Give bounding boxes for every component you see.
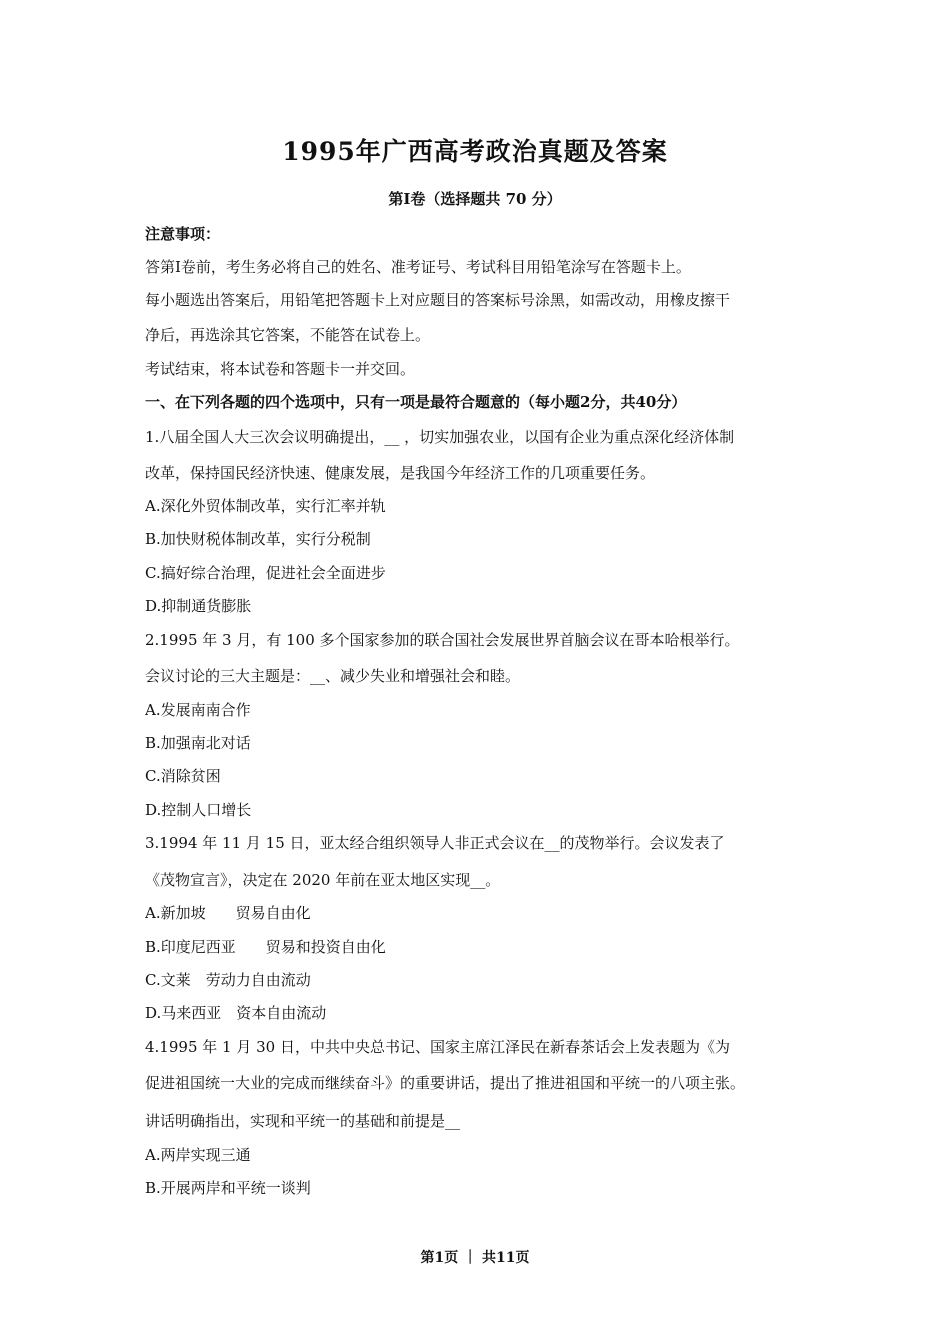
question-2-option-a: A.发展南南合作: [145, 701, 251, 719]
notes-line: 考试结束，将本试卷和答题卡一并交回。: [145, 360, 416, 378]
page-footer: 第1页 ｜ 共11页: [420, 1250, 530, 1266]
question-1-option-b: B.加快财税体制改革，实行分税制: [145, 530, 371, 548]
section-heading: 一、在下列各题的四个选项中，只有一项是最符合题意的（每小题2分，共40分）: [145, 393, 687, 411]
question-4-option-a: A.两岸实现三通: [145, 1146, 251, 1164]
notes-line: 每小题选出答案后，用铅笔把答题卡上对应题目的答案标号涂黑，如需改动，用橡皮擦干: [145, 291, 731, 309]
notes-line: 答第Ⅰ卷前，考生务必将自己的姓名、准考证号、考试科目用铅笔涂写在答题卡上。: [145, 258, 691, 276]
notes-heading: 注意事项：: [145, 225, 221, 243]
question-3-option-b: B.印度尼西亚 贸易和投资自由化: [145, 938, 386, 956]
question-2-option-c: C.消除贫困: [145, 767, 221, 785]
question-4-text: 讲话明确指出，实现和平统一的基础和前提是__: [145, 1112, 461, 1130]
question-4-text: 4.1995 年 1 月 30 日，中共中央总书记、国家主席江泽民在新春茶话会上发表题为《为: [145, 1038, 730, 1056]
section-subtitle: 第Ⅰ卷（选择题共 70 分）: [388, 190, 562, 208]
question-2-option-b: B.加强南北对话: [145, 734, 251, 752]
question-1-option-d: D.抑制通货膨胀: [145, 597, 252, 615]
question-1-option-a: A.深化外贸体制改革，实行汇率并轨: [145, 497, 386, 515]
question-3-option-d: D.马来西亚 资本自由流动: [145, 1004, 327, 1022]
question-4-option-b: B.开展两岸和平统一谈判: [145, 1179, 311, 1197]
question-2-text: 会议讨论的三大主题是：__、减少失业和增强社会和睦。: [145, 667, 521, 685]
question-1-option-c: C.搞好综合治理，促进社会全面进步: [145, 564, 386, 582]
document-title: 1995年广西高考政治真题及答案: [282, 137, 668, 166]
question-3-option-a: A.新加坡 贸易自由化: [145, 904, 311, 922]
notes-line: 净后，再选涂其它答案，不能答在试卷上。: [145, 326, 431, 344]
question-3-text: 3.1994 年 11 月 15 日，亚太经合组织领导人非正式会议在__的茂物举行。会议发表了: [145, 834, 725, 852]
question-1-text: 改革，保持国民经济快速、健康发展，是我国今年经济工作的几项重要任务。: [145, 464, 656, 482]
question-4-text: 促进祖国统一大业的完成而继续奋斗》的重要讲话，提出了推进祖国和平统一的八项主张。: [145, 1074, 746, 1092]
question-2-text: 2.1995 年 3 月，有 100 多个国家参加的联合国社会发展世界首脑会议在哥本哈根举行。: [145, 631, 740, 649]
question-3-option-c: C.文莱 劳动力自由流动: [145, 971, 311, 989]
question-1-text: 1.八届全国人大三次会议明确提出，__ ，切实加强农业，以国有企业为重点深化经济体制: [145, 428, 735, 446]
question-3-text: 《茂物宣言》，决定在 2020 年前在亚太地区实现__。: [145, 871, 501, 889]
question-2-option-d: D.控制人口增长: [145, 801, 252, 819]
